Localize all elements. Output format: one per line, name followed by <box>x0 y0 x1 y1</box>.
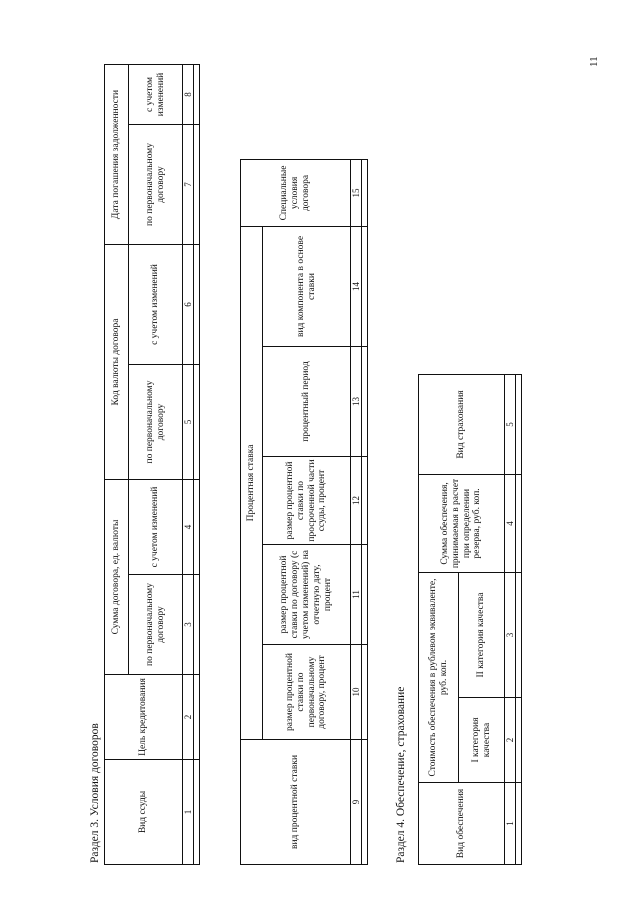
header-quality-category-2: II категория качества <box>459 572 505 697</box>
table-cell <box>362 347 368 457</box>
table-cell <box>194 675 200 760</box>
section3-title: Раздел 3. Условия договоров <box>89 723 101 863</box>
table-cell <box>362 457 368 545</box>
table-cell <box>362 740 368 865</box>
section4-title: Раздел 4. Обеспечение, страхование <box>395 686 407 863</box>
column-number: 3 <box>183 575 194 675</box>
table-cell <box>194 575 200 675</box>
header-rate-component: вид компонента в основе ставки <box>263 226 351 346</box>
column-number: 3 <box>505 572 516 697</box>
header-maturity-changed: с учетом изменений <box>129 64 183 124</box>
header-special-conditions: Специальные условия договора <box>241 159 351 226</box>
header-amount-changed: с учетом изменений <box>129 480 183 575</box>
table-cell <box>194 125 200 245</box>
interest-rate-table <box>240 159 368 865</box>
table-cell <box>516 572 522 697</box>
header-contract-amount: Сумма договора, ед. валюты <box>105 480 129 675</box>
header-quality-category-1: I категория качества <box>459 698 505 783</box>
header-rate-type: вид процентной ставки <box>241 740 351 865</box>
table-cell <box>362 645 368 740</box>
column-number: 15 <box>351 159 362 226</box>
header-security-type: Вид обеспечения <box>419 783 505 865</box>
header-rate-current: размер процентной ставки по договору (с учетом изменений) на отчетную дату, процент <box>263 545 351 645</box>
header-rate-overdue: размер процентной ставки по просроченной части ссуды, процент <box>263 457 351 545</box>
table-cell <box>194 480 200 575</box>
header-purpose: Цель кредитования <box>105 675 183 760</box>
security-insurance-table <box>418 374 522 865</box>
table-cell <box>194 64 200 124</box>
table-cell <box>362 545 368 645</box>
column-number: 5 <box>505 374 516 474</box>
column-number: 14 <box>351 226 362 346</box>
column-number: 10 <box>351 645 362 740</box>
header-security-value: Стоимость обеспечения в рублевом эквиваленте, руб. коп. <box>419 572 459 782</box>
table-cell <box>362 159 368 226</box>
column-number: 8 <box>183 64 194 124</box>
column-number: 4 <box>505 474 516 572</box>
column-number: 9 <box>351 740 362 865</box>
header-maturity-original: по первоначальному договору <box>129 125 183 245</box>
column-number: 2 <box>505 698 516 783</box>
header-loan-type: Вид ссуды <box>105 760 183 865</box>
column-number: 5 <box>183 365 194 480</box>
column-number: 2 <box>183 675 194 760</box>
header-insurance-type: Вид страхования <box>419 374 505 474</box>
header-amount-original: по первоначальному договору <box>129 575 183 675</box>
header-reserve-amount: Сумма обеспечения, принимаемая в расчет при определении резерва, руб. коп. <box>419 474 505 572</box>
header-rate-original: размер процентной ставки по первоначальному договору, процент <box>263 645 351 740</box>
table-cell <box>516 783 522 865</box>
column-number: 7 <box>183 125 194 245</box>
table-cell <box>516 474 522 572</box>
contract-terms-table <box>104 64 200 865</box>
page-number: 11 <box>588 56 600 67</box>
header-currency-changed: с учетом изменений <box>129 245 183 365</box>
table-cell <box>194 365 200 480</box>
table-cell <box>516 698 522 783</box>
column-number: 1 <box>505 783 516 865</box>
header-interest-rate: Процентная ставка <box>241 226 263 739</box>
column-number: 12 <box>351 457 362 545</box>
column-number: 1 <box>183 760 194 865</box>
header-rate-period: процентный период <box>263 347 351 457</box>
header-maturity-date: Дата погашения задолженности <box>105 64 129 244</box>
table-cell <box>362 226 368 346</box>
header-currency-code: Код валюты договора <box>105 245 129 480</box>
column-number: 13 <box>351 347 362 457</box>
table-cell <box>194 245 200 365</box>
column-number: 6 <box>183 245 194 365</box>
column-number: 11 <box>351 545 362 645</box>
column-number: 4 <box>183 480 194 575</box>
header-currency-original: по первоначальному договору <box>129 365 183 480</box>
table-cell <box>194 760 200 865</box>
table-cell <box>516 374 522 474</box>
